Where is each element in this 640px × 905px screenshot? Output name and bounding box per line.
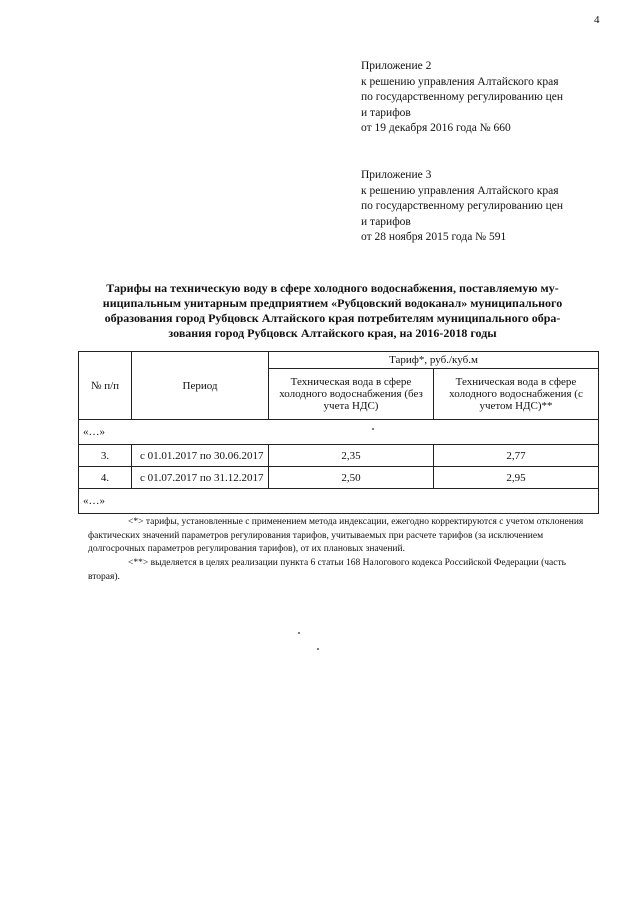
row-number-cell: 3.: [79, 445, 132, 467]
header-period: Период: [132, 352, 269, 420]
tariff-no-vat-cell: 2,50: [269, 467, 434, 489]
header-tariff: Тариф*, руб./куб.м: [269, 352, 599, 369]
appendix-line: и тарифов: [361, 106, 411, 119]
appendix-line: от 28 ноября 2015 года № 591: [361, 231, 507, 244]
appendix-2-header: [361, 59, 611, 137]
tariff-table: [78, 351, 599, 514]
appendix-line: по государственному регулированию цен: [361, 91, 564, 104]
scan-speck: [317, 648, 319, 650]
appendix-line: к решению управления Алтайского края: [361, 75, 559, 88]
scan-speck: [298, 632, 300, 634]
period-cell: с 01.07.2017 по 31.12.2017: [132, 467, 269, 489]
table-row: [79, 420, 599, 445]
header-with-vat: Техническая вода в сфере холодного водоснабжения (с учетом НДС)**: [434, 369, 599, 420]
appendix-line: Приложение 2: [361, 60, 432, 72]
footnote-1: <*> тарифы, установленные с применением метода индексации, ежегодно корректируются с учетом отклонения фактических значений параметров регулирования тарифов, учитываемых при расчете тарифов (за исключением долгосрочных параметров регулирования тарифов), от их плановых значений.: [88, 517, 584, 554]
title-line: образования город Рубцовск Алтайского края потребителям муниципального обра-: [104, 311, 561, 325]
tariff-with-vat-cell: 2,95: [434, 467, 599, 489]
row-number-cell: 4.: [79, 467, 132, 489]
title-line: ниципальным унитарным предприятием «Рубцовский водоканал» муниципального: [102, 296, 563, 310]
table-header-row: [79, 352, 599, 369]
appendix-line: к решению управления Алтайского края: [361, 184, 559, 197]
document-title: [80, 281, 585, 341]
scan-speck: [372, 428, 374, 430]
appendix-line: от 19 декабря 2016 года № 660: [361, 122, 511, 135]
appendix-3-header: [361, 168, 611, 246]
ellipsis-cell: «…»: [79, 420, 599, 445]
tariff-with-vat-cell: 2,77: [434, 445, 599, 467]
appendix-line: по государственному регулированию цен: [361, 200, 564, 213]
table-row: [79, 467, 599, 489]
table-row: [79, 489, 599, 514]
appendix-line: Приложение 3: [361, 169, 432, 181]
ellipsis-cell: «…»: [79, 489, 599, 514]
appendix-line: и тарифов: [361, 215, 411, 228]
page-number: 4: [594, 14, 600, 26]
header-row-number: № п/п: [79, 352, 132, 420]
title-line: Тарифы на техническую воду в сфере холодного водоснабжения, поставляемую му-: [106, 281, 559, 295]
footnote-2: <**> выделяется в целях реализации пункта 6 статьи 168 Налогового кодекса Российской Федерации (часть вторая).: [88, 558, 566, 582]
table-row: [79, 445, 599, 467]
header-no-vat: Техническая вода в сфере холодного водоснабжения (без учета НДС): [269, 369, 434, 420]
period-cell: с 01.01.2017 по 30.06.2017: [132, 445, 269, 467]
title-line: зования город Рубцовск Алтайского края, на 2016-2018 годы: [168, 326, 497, 340]
tariff-no-vat-cell: 2,35: [269, 445, 434, 467]
